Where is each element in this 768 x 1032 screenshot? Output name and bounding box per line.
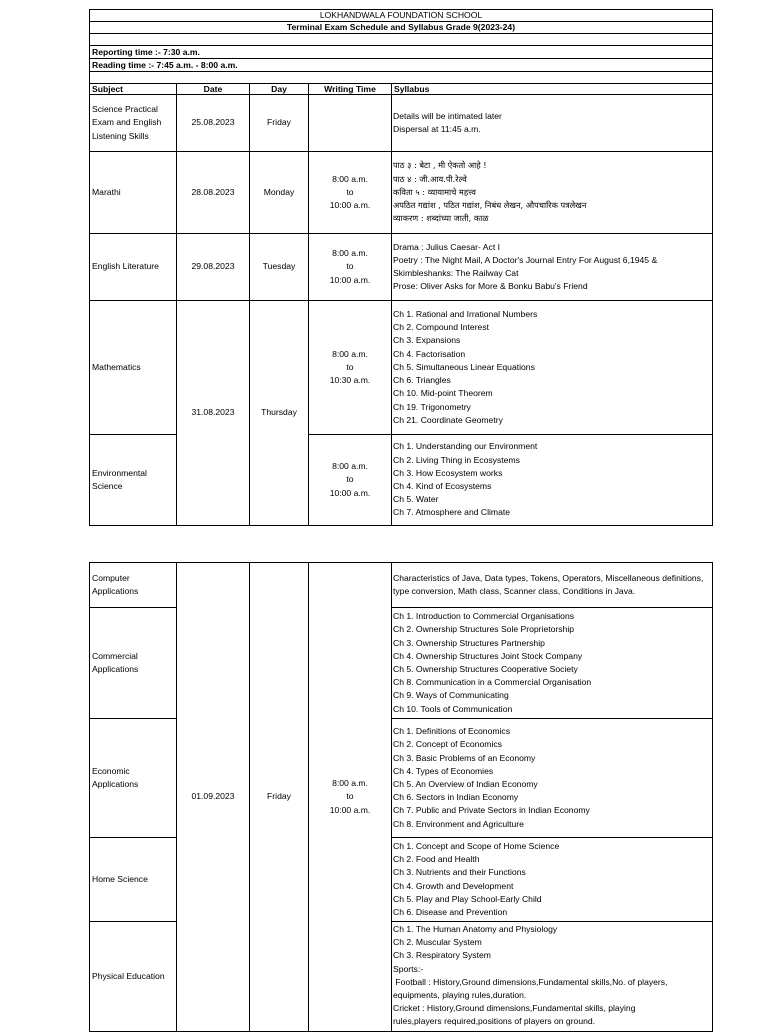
syllabus-line: Ch 19. Trigonometry [393,401,471,412]
syllabus-line: Ch 1. Understanding our Environment [393,441,538,452]
column-header-writing-time: Writing Time [309,84,392,95]
time-to: to [346,361,354,372]
syllabus-line: Ch 10. Mid-point Theorem [393,388,493,399]
syllabus-line: Details will be intimated later [393,110,502,121]
syllabus-line: Ch 1. The Human Anatomy and Physiology [393,924,558,934]
syllabus-line: Sports:- [393,963,424,974]
column-header-subject: Subject [90,84,177,95]
reading-time: Reading time :- 7:45 a.m. - 8:00 a.m. [90,59,713,72]
subject-cell [90,435,177,526]
syllabus-line: Skimbleshanks: The Railway Cat [393,268,519,278]
time-end: 10:00 a.m. [329,804,371,815]
time-end: 10:00 a.m. [329,200,371,211]
syllabus-line: Ch 4. Kind of Ecosystems [393,481,492,491]
subject-name: Commercial Applications [92,650,139,674]
writing-time-cell [309,152,392,234]
schedule-sheet-1 [89,9,712,526]
table-row [90,234,713,301]
syllabus-cell [392,719,713,838]
writing-time-cell [309,435,392,526]
date-cell: 31.08.2023 [177,301,250,526]
syllabus-line: Ch 6. Disease and Prevention [393,906,508,917]
syllabus-line: कविता ५ : व्यायामाचे महत्त्व [393,186,476,197]
syllabus-line: Ch 8. Environment and Agriculture [393,818,524,829]
schedule-table-1 [89,9,713,526]
subject-cell [90,95,177,152]
syllabus-line: Cricket : History,Ground dimensions,Fundamental skills, playing [393,1003,636,1014]
syllabus-line: Poetry : The Night Mail, A Doctor's Journal Entry For August 6,1945 & [393,254,658,265]
syllabus-line: Ch 3. Respiratory System [393,950,491,961]
subject-cell [90,563,177,608]
syllabus-line: Football : History,Ground dimensions,Fundamental skills,No. of players, [393,976,668,987]
table-row [90,563,713,608]
date-cell: 28.08.2023 [177,152,250,234]
syllabus-line: Ch 5. Water [393,494,439,505]
day-cell: Tuesday [250,234,309,301]
document-title: Terminal Exam Schedule and Syllabus Grade 9(2023-24) [90,22,713,34]
syllabus-line: अपठित गद्यांश , पठित गद्यांश, निबंध लेखन, औपचारिक पत्रलेखन [393,200,587,211]
syllabus-cell [392,95,713,152]
time-start: 8:00 a.m. [332,173,368,184]
syllabus-line: Ch 1. Definitions of Economics [393,726,511,737]
syllabus-line: Ch 5. Ownership Structures Cooperative Society [393,664,578,674]
day-cell: Friday [250,95,309,152]
day-cell: Thursday [250,301,309,526]
syllabus-cell [392,838,713,922]
table-row [90,95,713,152]
time-start: 8:00 a.m. [332,778,368,789]
syllabus-cell [392,922,713,1032]
time-to: to [346,261,354,272]
syllabus-line: पाठ ३ : बेटा , मी ऐकतो आहे ! [393,160,487,171]
time-end: 10:00 a.m. [329,274,371,285]
spacer-row [90,34,713,46]
syllabus-line: Ch 4. Ownership Structures Joint Stock Company [393,650,583,661]
subject-cell: Marathi [90,152,177,234]
subject-cell [90,608,177,719]
date-cell: 01.09.2023 [177,563,250,1032]
syllabus-line: Ch 5. Play and Play School-Early Child [393,893,542,904]
syllabus-line: Ch 7. Atmosphere and Climate [393,507,511,518]
subject-name: Environmental Science [92,467,147,491]
syllabus-line: Ch 2. Concept of Economics [393,739,502,750]
syllabus-line: Characteristics of Java, Data types, Tokens, Operators, Miscellaneous definitions, type conversion, Math class, Scanner class, Conditions in Java. [393,572,704,596]
writing-time-cell [309,563,392,1032]
syllabus-line: Ch 2. Muscular System [393,937,482,948]
syllabus-line: Prose: Oliver Asks for More & Bonku Babu's Friend [393,281,588,292]
syllabus-line: Ch 2. Living Thing in Ecosystems [393,454,520,465]
syllabus-line: Ch 21. Coordinate Geometry [393,414,503,425]
syllabus-line: Ch 1. Rational and Irrational Numbers [393,309,538,320]
syllabus-cell [392,608,713,719]
syllabus-line: equipments, playing rules,duration. [393,990,527,1001]
column-header-syllabus: Syllabus [392,84,713,95]
syllabus-line: Ch 5. An Overview of Indian Economy [393,779,538,789]
table-row [90,152,713,234]
writing-time-cell [309,301,392,435]
syllabus-line: व्याकरण : शब्दांच्या जाती, काळ [393,213,489,224]
column-header-date: Date [177,84,250,95]
time-start: 8:00 a.m. [332,248,368,259]
time-to: to [346,474,354,485]
subject-cell: Mathematics [90,301,177,435]
syllabus-line: पाठ ४ : जी.आय.पी.रेल्वे [393,173,467,184]
subject-name: Economic Applications [92,765,139,789]
syllabus-cell [392,234,713,301]
reporting-time: Reporting time :- 7:30 a.m. [90,46,713,59]
time-to: to [346,791,354,802]
subject-name: Science Practical Exam and English Listening Skills [92,104,162,141]
syllabus-line: Ch 5. Simultaneous Linear Equations [393,361,535,372]
syllabus-line: Ch 6. Triangles [393,375,451,386]
syllabus-line: Ch 6. Sectors in Indian Economy [393,792,519,803]
syllabus-line: Drama : Julius Caesar- Act I [393,241,500,252]
syllabus-line: Ch 1. Concept and Scope of Home Science [393,840,560,851]
syllabus-cell [392,563,713,608]
time-start: 8:00 a.m. [332,348,368,359]
syllabus-line: Ch 4. Factorisation [393,348,466,359]
subject-name: Computer Applications [92,572,139,596]
syllabus-line: rules,players required,positions of players on ground. [393,1016,596,1027]
time-to: to [346,186,354,197]
syllabus-line: Ch 2. Compound Interest [393,322,490,333]
syllabus-line: Ch 2. Ownership Structures Sole Proprietorship [393,624,575,635]
syllabus-cell [392,435,713,526]
school-name: LOKHANDWALA FOUNDATION SCHOOL [90,10,713,22]
date-cell: 29.08.2023 [177,234,250,301]
time-start: 8:00 a.m. [332,461,368,472]
day-cell: Friday [250,563,309,1032]
syllabus-line: Ch 4. Types of Economies [393,765,494,776]
syllabus-line: Dispersal at 11:45 a.m. [393,124,481,134]
subject-cell [90,719,177,838]
syllabus-cell [392,301,713,435]
date-cell: 25.08.2023 [177,95,250,152]
day-cell: Monday [250,152,309,234]
syllabus-line: Ch 3. Expansions [393,335,461,346]
syllabus-line: Ch 3. Nutrients and their Functions [393,867,526,878]
time-end: 10:00 a.m. [329,487,371,498]
syllabus-line: Ch 10. Tools of Communication [393,703,513,714]
syllabus-line: Ch 9. Ways of Communicating [393,690,509,701]
schedule-table-2 [89,562,713,1032]
schedule-sheet-2 [89,562,712,1032]
subject-cell: Home Science [90,838,177,922]
syllabus-line: Ch 7. Public and Private Sectors in Indian Economy [393,805,590,816]
time-end: 10:30 a.m. [329,375,371,386]
syllabus-line: Ch 3. Ownership Structures Partnership [393,637,545,648]
column-header-day: Day [250,84,309,95]
syllabus-cell [392,152,713,234]
syllabus-line: Ch 2. Food and Health [393,854,480,865]
syllabus-line: Ch 4. Growth and Development [393,880,514,891]
subject-cell: Physical Education [90,922,177,1032]
table-row [90,301,713,435]
spacer-row [90,72,713,84]
subject-cell: English Literature [90,234,177,301]
writing-time-cell [309,95,392,152]
syllabus-line: Ch 1. Introduction to Commercial Organisations [393,611,575,622]
syllabus-line: Ch 3. Basic Problems of an Economy [393,752,536,763]
syllabus-line: Ch 8. Communication in a Commercial Organisation [393,677,592,688]
syllabus-line: Ch 3. How Ecosystem works [393,467,503,478]
writing-time-cell [309,234,392,301]
